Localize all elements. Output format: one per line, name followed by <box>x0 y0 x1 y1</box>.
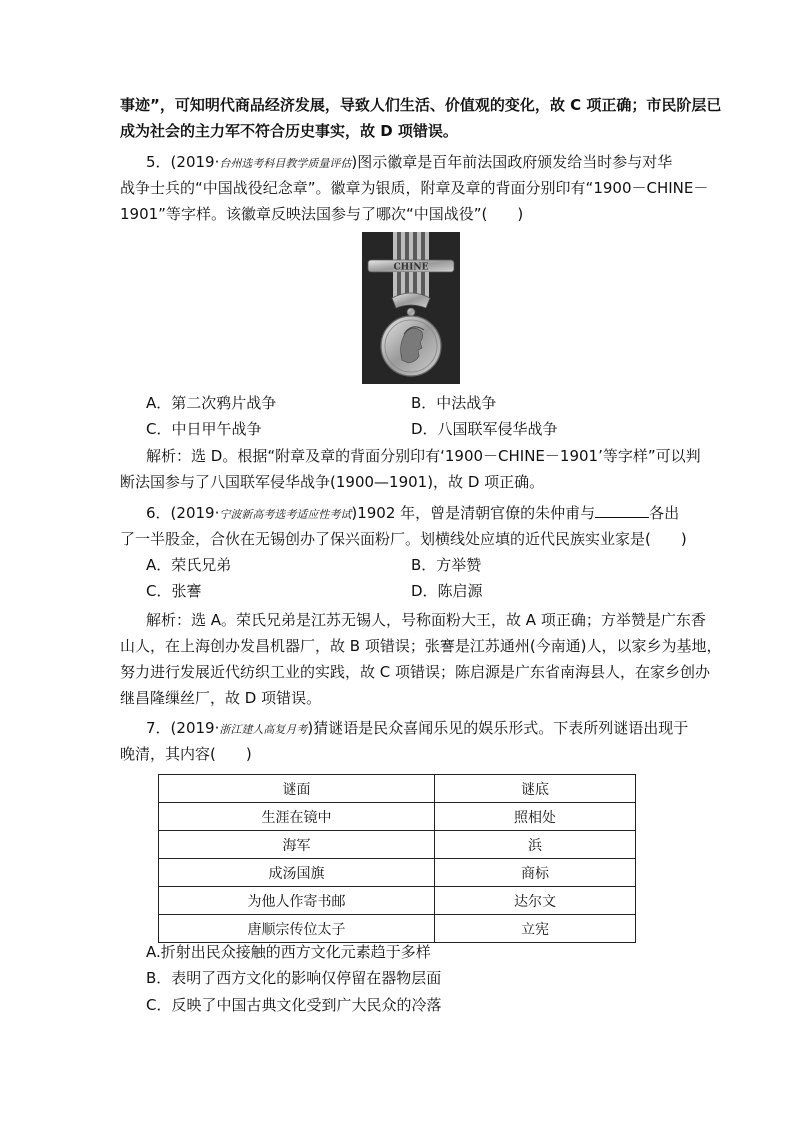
q5-option-a: A．第二次鸦片战争 <box>146 394 277 412</box>
intro-line-2: 成为社会的主力军不符合历史事实，故 D 项错误。 <box>120 122 458 140</box>
q5-line-3: 1901”等字样。该徽章反映法国参与了哪次“中国战役”( ) <box>120 205 524 223</box>
answer-cell: 浜 <box>435 831 636 859</box>
q7-source: 浙江建人高复月考 <box>219 723 308 736</box>
q6-analysis-line-3: 努力进行发展近代纺织工业的实践，故 C 项错误；陈启源是广东省南海县人，在家乡创办 <box>120 663 711 681</box>
q6-analysis-line-1: 解析：选 A。荣氏兄弟是江苏无锡人，号称面粉大王，故 A 项正确；方举赞是广东香 <box>146 611 706 629</box>
answer-cell: 达尔文 <box>435 887 636 915</box>
answer-cell: 照相处 <box>435 803 636 831</box>
riddle-cell: 海军 <box>159 831 435 859</box>
q6-option-a: A．荣氏兄弟 <box>146 556 232 574</box>
table-row <box>159 859 636 887</box>
medal-photo <box>362 232 460 384</box>
riddle-cell: 为他人作寄书邮 <box>159 887 435 915</box>
q6-blank <box>595 503 649 518</box>
q7-option-c: C．反映了中国古典文化受到广大民众的冷落 <box>146 996 442 1014</box>
q5-option-d: D．八国联军侵华战争 <box>411 420 558 438</box>
riddle-cell: 生涯在镜中 <box>159 803 435 831</box>
q6-line-1-mid: )1902 年，曾是清朝官僚的朱仲甫与 <box>351 504 596 522</box>
q6-option-d: D．陈启源 <box>411 582 483 600</box>
intro-line-1: 事迹”，可知明代商品经济发展，导致人们生活、价值观的变化，故 C 项正确；市民阶层已 <box>120 96 722 114</box>
q6-option-b: B．方举赞 <box>411 556 482 574</box>
q5-number: 5．(2019· <box>146 153 220 171</box>
q5-line-1-rest: )图示徽章是百年前法国政府颁发给当时参与对华 <box>351 153 673 171</box>
q5-analysis-line-1: 解析：选 D。根据“附章及章的背面分别印有‘1900－CHINE－1901’等字样”可以判 <box>146 447 701 465</box>
q6-number: 6．(2019· <box>146 504 220 522</box>
header-riddle: 谜面 <box>159 775 435 803</box>
q6-line-2: 了一半股金，合伙在无锡创办了保兴面粉厂。划横线处应填的近代民族实业家是( ) <box>120 530 687 548</box>
riddle-cell: 唐顺宗传位太子 <box>159 915 435 943</box>
q7-line-1 <box>146 717 706 741</box>
q5-source: 台州选考科目教学质量评估 <box>219 157 352 170</box>
answer-cell: 立宪 <box>435 915 636 943</box>
answer-cell: 商标 <box>435 859 636 887</box>
q6-option-c: C．张謇 <box>146 582 202 600</box>
table-row <box>159 915 636 943</box>
medal-illustration <box>362 232 460 384</box>
table-row <box>159 803 636 831</box>
header-answer: 谜底 <box>435 775 636 803</box>
riddle-table <box>158 774 636 943</box>
q7-line-1-rest: )猜谜语是民众喜闻乐见的娱乐形式。下表所列谜语出现于 <box>307 719 689 737</box>
medal-clasp-text: CHINE <box>393 262 429 273</box>
q6-line-1-end: 各出 <box>649 504 680 522</box>
riddle-cell: 成汤国旗 <box>159 859 435 887</box>
q7-number: 7．(2019· <box>146 719 220 737</box>
q5-analysis-line-2: 断法国参与了八国联军侵华战争(1900—1901)，故 D 项正确。 <box>120 473 545 491</box>
table-row <box>159 831 636 859</box>
q6-analysis-line-4: 继昌隆缫丝厂，故 D 项错误。 <box>120 689 322 707</box>
q5-line-2: 战争士兵的“中国战役纪念章”。徽章为银质，附章及章的背面分别印有“1900－CHINE－ <box>120 179 709 197</box>
q5-option-b: B．中法战争 <box>411 394 497 412</box>
q5-option-c: C．中日甲午战争 <box>146 420 262 438</box>
table-row <box>159 887 636 915</box>
q7-line-2: 晚清，其内容( ) <box>120 745 252 763</box>
q6-analysis-line-2: 山人，在上海创办发昌机器厂，故 B 项错误；张謇是江苏通州(今南通)人，以家乡为基地， <box>120 637 722 655</box>
q5-line-1 <box>146 151 706 175</box>
q6-line-1 <box>146 502 706 526</box>
table-header-row <box>159 775 636 803</box>
q7-option-a: A.折射出民众接触的西方文化元素趋于多样 <box>146 943 431 961</box>
q6-source: 宁波新高考选考适应性考试 <box>219 508 352 521</box>
q7-option-b: B．表明了西方文化的影响仅停留在器物层面 <box>146 969 442 987</box>
